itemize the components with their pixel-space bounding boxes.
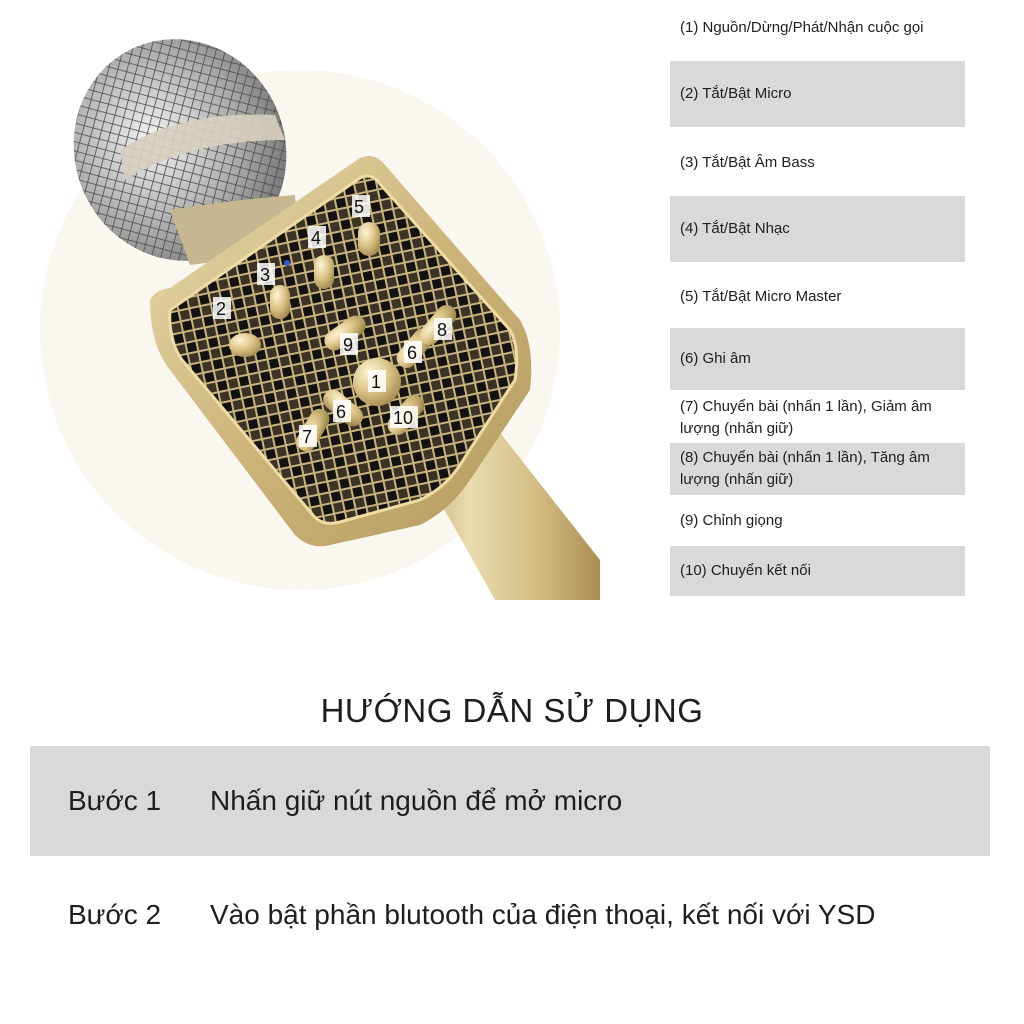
status-led	[284, 260, 290, 266]
callout-8: 8	[437, 320, 448, 340]
step-text: Vào bật phần blutooth của điện thoại, kết nối với YSD	[210, 899, 876, 930]
callout-7: 7	[302, 427, 313, 447]
legend-item: (3) Tắt/Bật Âm Bass	[680, 154, 815, 171]
step-row	[30, 746, 990, 856]
legend-item: (8) Chuyển bài (nhấn 1 lần), Tăng âm lượng (nhấn giữ)	[670, 443, 965, 495]
legend-item: (9) Chỉnh giọng	[680, 512, 783, 529]
callout-9: 9	[343, 335, 354, 355]
callout-2: 2	[216, 299, 227, 319]
step-row	[30, 880, 990, 950]
legend-item: (7) Chuyển bài (nhấn 1 lần), Giảm âm lượng (nhấn giữ)	[680, 398, 932, 437]
step-label: Bước 1	[68, 785, 162, 816]
legend-item: (10) Chuyển kết nối	[670, 546, 965, 596]
master-switch	[358, 222, 380, 256]
step-text: Nhấn giữ nút nguồn để mở micro	[210, 785, 623, 816]
callout-10: 10	[393, 408, 414, 428]
callout-1: 1	[371, 372, 382, 392]
mic-switch	[229, 333, 261, 357]
legend-item: (2) Tắt/Bật Micro	[670, 61, 965, 127]
callout-6-left: 6	[336, 402, 347, 422]
legend-item: (4) Tắt/Bật Nhạc	[670, 196, 965, 262]
legend-item: (6) Ghi âm	[670, 328, 965, 390]
callout-6-right: 6	[407, 343, 418, 363]
callout-5: 5	[354, 197, 365, 217]
callout-4: 4	[311, 228, 322, 248]
legend-item: (5) Tắt/Bật Micro Master	[680, 288, 842, 305]
guide-title: HƯỚNG DẪN SỬ DỤNG	[320, 692, 704, 729]
callout-3: 3	[260, 265, 271, 285]
microphone-photo	[0, 0, 600, 600]
bass-switch	[270, 285, 290, 319]
legend-item: (1) Nguồn/Dừng/Phát/Nhận cuộc gọi	[680, 19, 924, 36]
step-label: Bước 2	[68, 899, 162, 930]
music-switch	[314, 255, 334, 289]
microphone-illustration	[0, 0, 600, 600]
